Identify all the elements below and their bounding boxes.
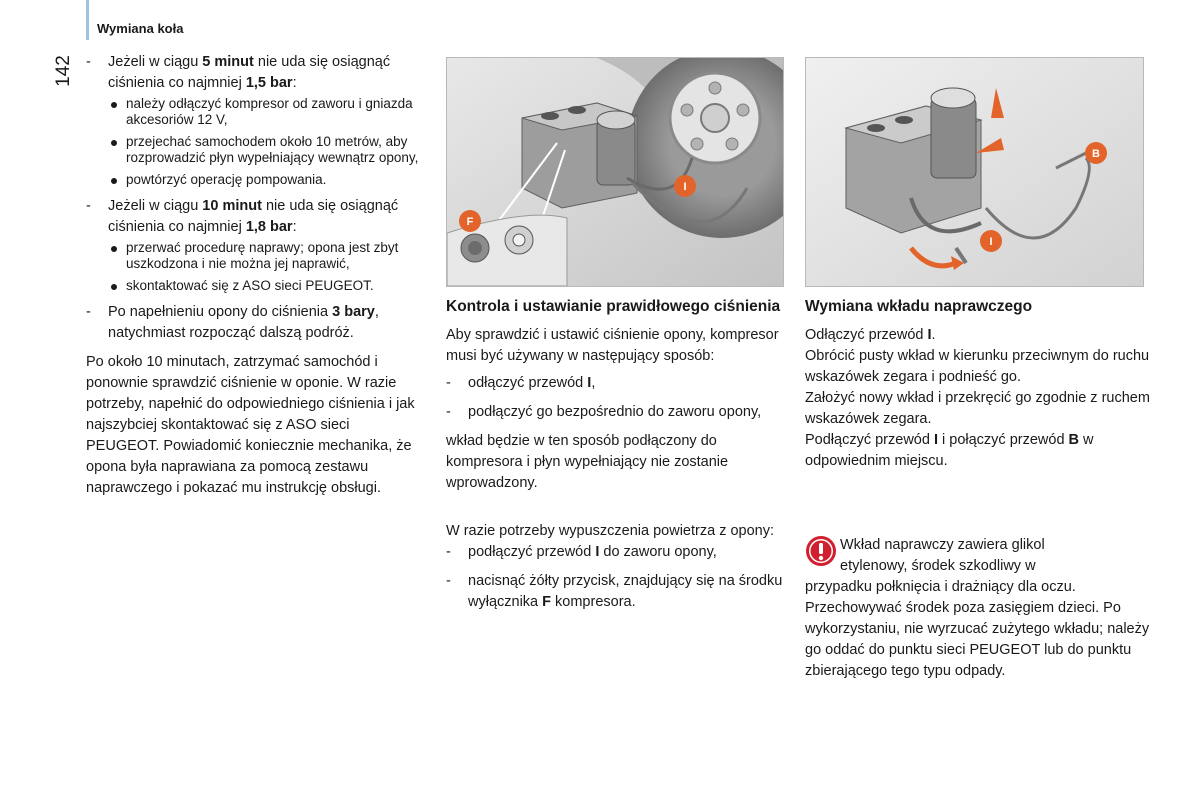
- header-accent-bar: [86, 0, 89, 40]
- bullet-list: [108, 240, 426, 294]
- paragraph: Aby sprawdzić i ustawić ciśnienie opony, kompresor musi być używany w następujący sposób:: [446, 327, 779, 364]
- cartridge-illustration: [805, 57, 1144, 287]
- paragraph: Założyć nowy wkład i przekręcić go zgodnie z ruchem wskazówek zegara.: [805, 390, 1150, 427]
- list-item: - Jeżeli w ciągu 5 minut nie uda się osiągnąć ciśnienia co najmniej 1,5 bar: należy odłączyć kompresor od zaworu i gniazda akcesoriów 12 V, przejechać samochodem około 10 metrów, aby rozprowadzić płyn wypełniający wewnątrz opony, powtórzyć operację pompowania.: [86, 52, 426, 188]
- bullet-list: [108, 96, 426, 188]
- paragraph: Po około 10 minutach, zatrzymać samochód i ponownie sprawdzić ciśnienie w oponie. W razie potrzeby, napełnić do odpowiedniego ciśnienia i jak najszybciej skontaktować się z ASO sieci PEUGEOT. Powiadomić koniecznie mechanika, że opona była naprawiana za pomocą zestawu naprawczego i pokazać mu instrukcję obsługi.: [86, 354, 415, 496]
- list-item: - Po napełnieniu opony do ciśnienia 3 bary, natychmiast rozpocząć dalszą podróż.: [86, 302, 426, 344]
- column-right: [805, 298, 1150, 682]
- section-title: Wymiana koła: [97, 21, 184, 36]
- paragraph: Odłączyć przewód I.: [805, 327, 936, 343]
- paragraph: wkład będzie w ten sposób podłączony do kompresora i płyn wypełniający nie zostanie wprowadzony.: [446, 433, 729, 491]
- compressor-illustration: [446, 57, 784, 287]
- bullet-item: powtórzyć operację pompowania.: [108, 172, 426, 188]
- label-i-fig1: I: [683, 181, 687, 193]
- list-item: - nacisnąć żółty przycisk, znajdujący się na środku wyłącznika F kompresora.: [446, 571, 791, 613]
- column-left: [86, 52, 426, 505]
- bullet-item: skontaktować się z ASO sieci PEUGEOT.: [108, 278, 426, 294]
- page-number: 142: [53, 55, 74, 87]
- label-f-fig1: F: [466, 216, 474, 228]
- bullet-item: przerwać procedurę naprawy; opona jest zbyt uszkodzona i nie można jej naprawić,: [108, 240, 426, 272]
- label-b-fig2: B: [1092, 148, 1100, 160]
- list-item: - Jeżeli w ciągu 10 minut nie uda się osiągnąć ciśnienia co najmniej 1,8 bar: przerwać procedurę naprawy; opona jest zbyt uszkodzona i nie można jej naprawić, skontaktować się z ASO sieci PEUGEOT.: [86, 196, 426, 294]
- label-i-fig2: I: [989, 236, 993, 248]
- paragraph: Obrócić pusty wkład w kierunku przeciwnym do ruchu wskazówek zegara i podnieść go.: [805, 348, 1150, 385]
- bullet-item: przejechać samochodem około 10 metrów, aby rozprowadzić płyn wypełniający wewnątrz opony,: [108, 134, 426, 166]
- list-item: - odłączyć przewód I,: [446, 373, 791, 394]
- warning-block: Wkład naprawczy zawiera glikol etylenowy, środek szkodliwy w przypadku połknięcia i drażniący dla oczu. Przechowywać środek poza zasięgiem dzieci. Po wykorzystaniu, nie wyrzucać zużytego wkładu; należy go oddać do punktu sieci PEUGEOT lub do punktu zbierającego tego typu odpady.: [805, 537, 1150, 679]
- section-heading: Kontrola i ustawianie prawidłowego ciśnienia: [446, 298, 781, 315]
- paragraph: Podłączyć przewód I i połączyć przewód B w odpowiednim miejscu.: [805, 432, 1094, 469]
- list-item: - podłączyć przewód I do zaworu opony,: [446, 542, 791, 563]
- section-heading: Wymiana wkładu naprawczego: [805, 298, 1033, 315]
- warning-icon: [805, 535, 837, 567]
- paragraph: W razie potrzeby wypuszczenia powietrza z opony:: [446, 523, 775, 539]
- column-middle: [446, 298, 791, 621]
- list-item: - podłączyć go bezpośrednio do zaworu opony,: [446, 402, 791, 423]
- bullet-item: należy odłączyć kompresor od zaworu i gniazda akcesoriów 12 V,: [108, 96, 426, 128]
